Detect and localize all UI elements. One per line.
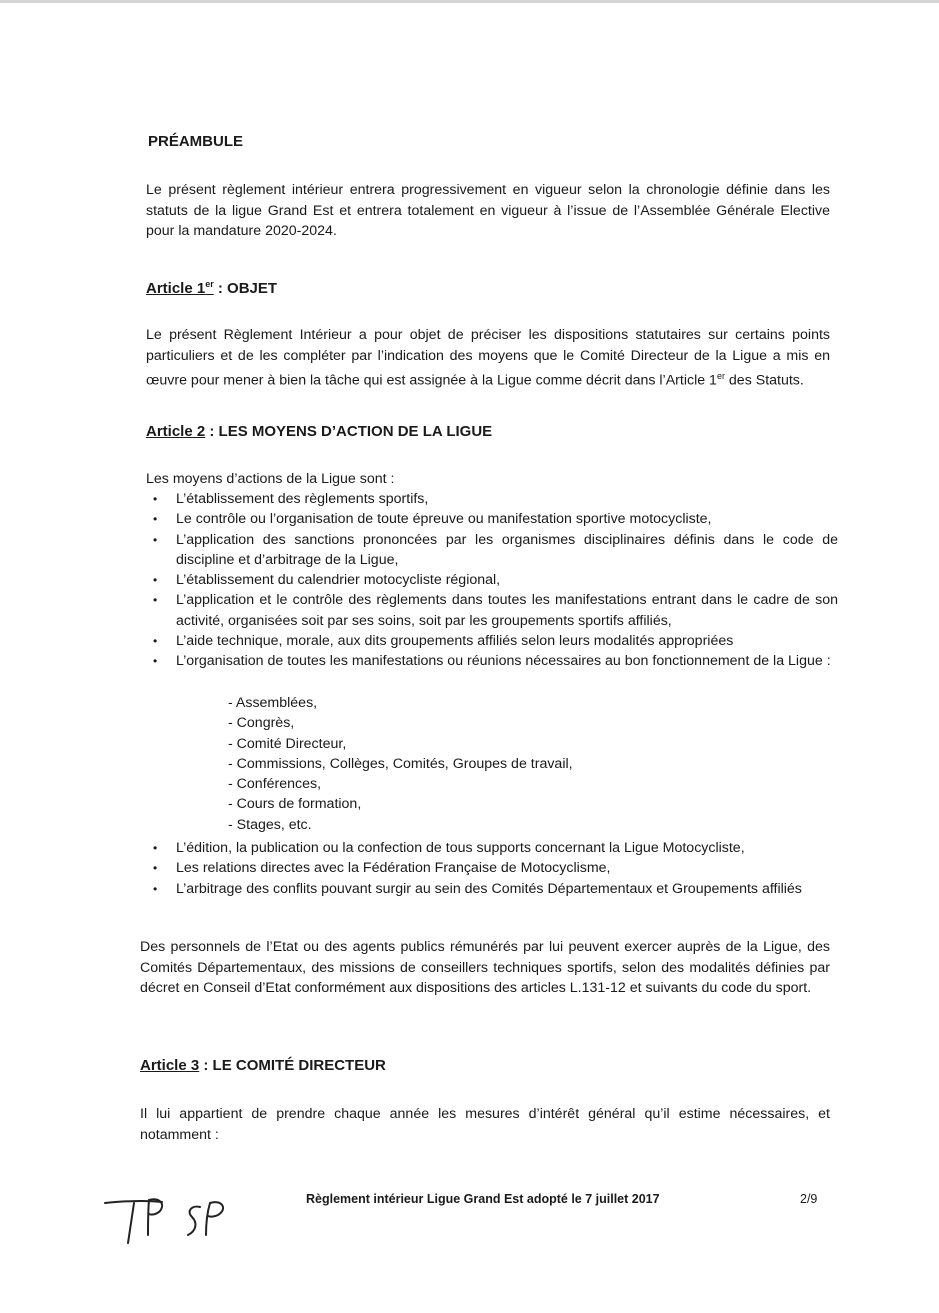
meetings-sub-list (148, 693, 838, 835)
list-item: • L’établissement des règlements sportifs, (148, 489, 838, 509)
article-2-title: : LES MOYENS D’ACTION DE LA LIGUE (209, 423, 493, 440)
sub-list-item: - Assemblées, (228, 695, 318, 711)
article-3-label: Article 3 (140, 1057, 200, 1074)
sub-list-item: - Comité Directeur, (228, 735, 347, 752)
sub-list-item: - Commissions, Collèges, Comités, Groupes de travail, (228, 755, 573, 772)
article-1-paragraph (146, 325, 830, 391)
article-1-text: Le présent Règlement Intérieur a pour objet de préciser les dispositions statutaires sur certains points particuliers et de les compléter par l’indication des moyens que le Comité Directeur de la Ligue a mis en œuvre pour mener à bien la tâche qui est assignée à la Ligue comme décrit dans l’Article 1 (146, 327, 830, 389)
article-1-text-sup: er (716, 371, 725, 381)
list-item: • L’édition, la publication ou la confection de tous supports concernant la Ligue Motocycliste, (148, 838, 838, 858)
list-item: • L’application et le contrôle des règlements dans toutes les manifestations entrant dans le cadre de son activité, organisées soit par ses soins, soit par les groupements sportifs affiliés, (148, 590, 838, 631)
list-item: • Les relations directes avec la Fédération Française de Motocyclisme, (148, 858, 838, 878)
article-2-means-list-continued (148, 838, 838, 899)
sub-list-item: - Congrès, (228, 715, 295, 732)
article-1-title: : OBJET (217, 280, 278, 297)
preambule-heading: PRÉAMBULE (148, 133, 244, 150)
page-number: 2/9 (800, 1192, 818, 1206)
article-1-label: Article 1 (146, 280, 206, 297)
article-2-closing-paragraph: Des personnels de l’Etat ou des agents publics rémunérés par lui peuvent exercer auprès de la Ligue, des Comités Départementaux, des missions de conseillers techniques sportifs, selon des modalités définies par décret en Conseil d’Etat conformément aux dispositions des articles L.131-12 et suivants du code du sport. (140, 939, 830, 996)
article-1-label-sup: er (205, 279, 214, 289)
article-1-text-end: des Statuts. (724, 372, 804, 389)
sub-list-item: - Stages, etc. (228, 816, 312, 833)
article-3-paragraph: Il lui appartient de prendre chaque année les mesures d’intérêt général qu’il estime nécessaires, et notamment : (140, 1106, 830, 1143)
preambule-paragraph: Le présent règlement intérieur entrera progressivement en vigueur selon la chronologie définie dans les statuts de la ligue Grand Est et entrera totalement en vigueur à l’issue de l’Assemblée Générale Elective pour la mandature 2020-2024. (146, 182, 830, 239)
article-3-title: : LE COMITÉ DIRECTEUR (203, 1057, 386, 1074)
article-2-means-list (148, 489, 838, 672)
list-item: • L’aide technique, morale, aux dits groupements affiliés selon leurs modalités appropriées (148, 631, 838, 651)
list-item: • L’établissement du calendrier motocycliste régional, (148, 570, 838, 590)
sub-list-item: - Conférences, (228, 776, 322, 793)
article-2-label: Article 2 (146, 423, 206, 440)
list-item: • L’application des sanctions prononcées par les organismes disciplinaires définis dans le code de discipline et d’arbitrage de la Ligue, (148, 530, 838, 571)
list-item: • L’organisation de toutes les manifestations ou réunions nécessaires au bon fonctionnement de la Ligue : (148, 651, 838, 671)
list-item: • L’arbitrage des conflits pouvant surgir au sein des Comités Départementaux et Groupements affiliés (148, 879, 838, 899)
list-item: • Le contrôle ou l’organisation de toute épreuve ou manifestation sportive motocycliste, (148, 509, 838, 529)
article-2-intro: Les moyens d’actions de la Ligue sont : (146, 471, 395, 487)
article-1-heading (146, 279, 277, 297)
handwritten-initials-signature (100, 1195, 240, 1255)
article-2-heading (146, 423, 492, 440)
article-3-heading (140, 1057, 386, 1074)
sub-list-item: - Cours de formation, (228, 796, 362, 813)
footer-title: Règlement intérieur Ligue Grand Est adopté le 7 juillet 2017 (306, 1192, 660, 1206)
